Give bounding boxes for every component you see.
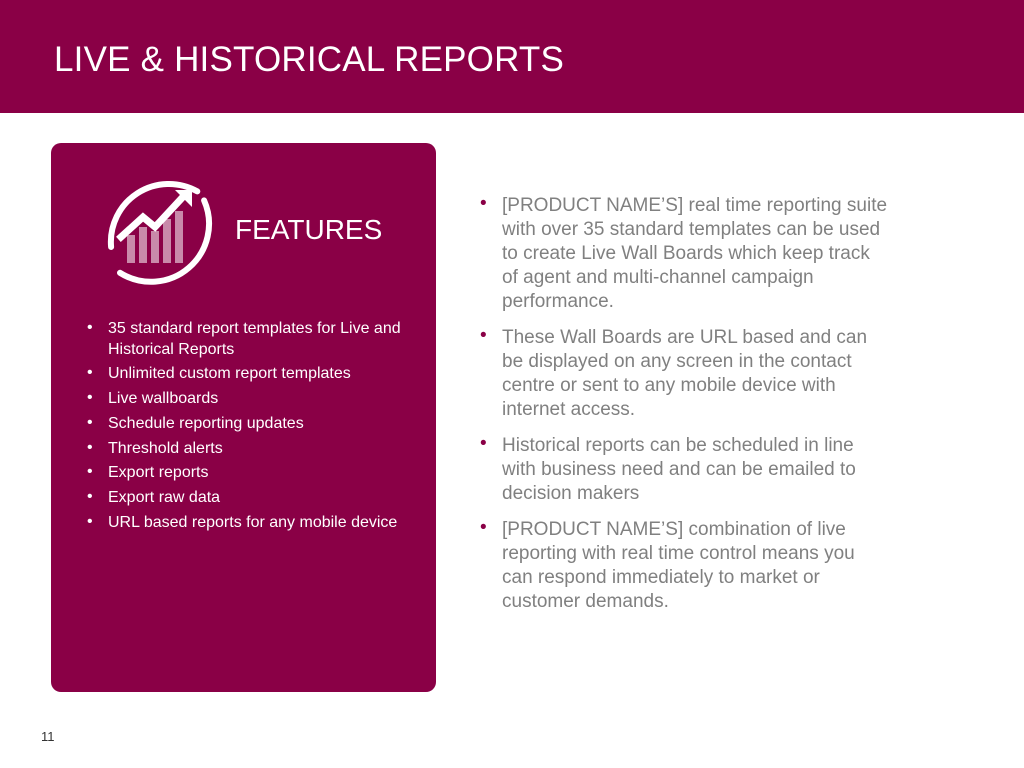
page-number: 11: [41, 729, 55, 744]
feature-item: • Unlimited custom report templates: [87, 364, 407, 385]
body-bullet: • [PRODUCT NAME’S] combination of live reporting with real time control means you can respond immediately to market or customer demands.: [480, 518, 890, 614]
body-bullet: • These Wall Boards are URL based and can be displayed on any screen in the contact centre or sent to any mobile device with internet access.: [480, 326, 890, 422]
feature-item: • URL based reports for any mobile device: [87, 513, 407, 534]
body-bullet: • [PRODUCT NAME’S] real time reporting suite with over 35 standard templates can be used to create Live Wall Boards which keep track of agent and multi-channel campaign performance.: [480, 194, 890, 314]
feature-item: • Export reports: [87, 463, 407, 484]
body-bullet-list: [480, 194, 890, 626]
feature-item: • Threshold alerts: [87, 439, 407, 460]
title-bar: [0, 0, 1024, 113]
slide-title: LIVE & HISTORICAL REPORTS: [54, 40, 565, 79]
features-list: [87, 319, 407, 538]
features-panel: [51, 143, 436, 692]
growth-chart-icon: [93, 161, 221, 289]
feature-item: • Live wallboards: [87, 389, 407, 410]
body-bullet: • Historical reports can be scheduled in line with business need and can be emailed to decision makers: [480, 434, 890, 506]
feature-item: • 35 standard report templates for Live and Historical Reports: [87, 319, 407, 360]
feature-item: • Schedule reporting updates: [87, 414, 407, 435]
feature-item: • Export raw data: [87, 488, 407, 509]
features-heading: FEATURES: [235, 214, 383, 245]
